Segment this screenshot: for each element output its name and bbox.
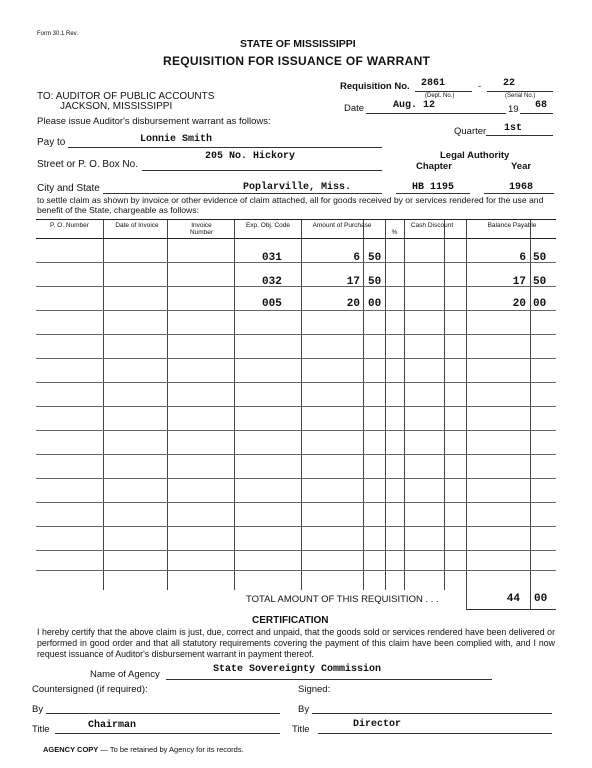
agency-label: Name of Agency	[90, 669, 160, 680]
row-balance-dollars: 17	[512, 276, 526, 288]
row-balance-cents: 50	[533, 276, 547, 288]
state-heading: STATE OF MISSISSIPPI	[240, 38, 356, 50]
pay-to-value: Lonnie Smith	[140, 134, 213, 145]
row-balance-cents: 00	[533, 298, 547, 310]
footer-rest: — To be retained by Agency for its records.	[100, 745, 244, 754]
certification-text: I hereby certify that the above claim is just, due, correct and unpaid, that the goods sold or services rendered have been delivered or performed in good order and that all statutory requirements covering the payment of this claim have been complied with, and I now request issuance of Auditor's disbursement warrant in payment thereof.	[37, 627, 555, 659]
title-label-right: Title	[292, 724, 310, 735]
year-label: Year	[511, 161, 532, 172]
chapter-value: HB 1195	[412, 182, 455, 193]
right-title-value: Director	[353, 719, 402, 730]
header-balance-payable: Balance Payable	[487, 222, 537, 229]
row-amount-dollars: 6	[353, 252, 360, 264]
addressee-line1: TO: AUDITOR OF PUBLIC ACCOUNTS	[37, 91, 215, 102]
signed-label: Signed:	[298, 684, 331, 695]
claims-table	[36, 219, 556, 591]
row-code: 005	[262, 298, 282, 310]
header-date-of-invoice: Date of Invoice	[115, 222, 159, 229]
street-label: Street or P. O. Box No.	[37, 159, 138, 170]
row-code: 031	[262, 252, 282, 264]
authority-year-value: 1968	[509, 182, 534, 193]
header-amount-of-purchase: Amount of Purchase	[312, 222, 372, 229]
requisition-label: Requisition No.	[340, 81, 410, 92]
total-dollars: 44	[506, 593, 520, 605]
quarter-value: 1st	[504, 123, 523, 134]
legal-authority-label: Legal Authority	[440, 150, 510, 161]
settle-text: to settle claim as shown by invoice or other evidence of claim attached, all for goods received by or services rendered for the use and benefit of the State, chargeable as follows:	[37, 195, 544, 215]
addressee-line2: JACKSON, MISSISSIPPI	[60, 101, 173, 112]
row-balance-dollars: 6	[519, 252, 526, 264]
total-cents: 00	[534, 593, 548, 605]
form-number: Form 30.1 Rev.	[37, 31, 78, 37]
city-label: City and State	[37, 183, 100, 194]
certification-title: CERTIFICATION	[252, 615, 329, 626]
footer-note	[43, 745, 244, 754]
countersigned-label: Countersigned (if required):	[32, 684, 148, 695]
row-code: 032	[262, 276, 282, 288]
date-value: Aug. 12	[393, 100, 436, 111]
row-amount-cents: 50	[368, 252, 382, 264]
total-label: TOTAL AMOUNT OF THIS REQUISITION . . .	[246, 594, 439, 605]
instruction-text: Please issue Auditor's disbursement warrant as follows:	[37, 116, 271, 127]
chapter-label: Chapter	[416, 161, 452, 172]
row-amount-cents: 50	[368, 276, 382, 288]
title-label-left: Title	[32, 724, 50, 735]
row-amount-dollars: 17	[346, 276, 360, 288]
header-po-number: P. O. Number	[50, 222, 89, 229]
year-prefix: 19	[508, 104, 519, 115]
left-title-value: Chairman	[88, 720, 137, 731]
city-value: Poplarville, Miss.	[243, 182, 352, 193]
serial-number: 22	[503, 78, 516, 89]
footer-bold: AGENCY COPY	[43, 745, 99, 754]
by-label-left: By	[32, 704, 44, 715]
dept-number: 2861	[421, 78, 446, 89]
dept-no-caption: (Dept. No.)	[425, 93, 455, 99]
header-invoice-number: Invoice Number	[189, 222, 214, 236]
pay-to-label: Pay to	[37, 137, 66, 148]
date-label: Date	[344, 103, 365, 114]
row-balance-dollars: 20	[512, 298, 526, 310]
serial-no-caption: (Serial No.)	[505, 93, 536, 99]
header-cash-discount: Cash Discount	[410, 222, 454, 229]
quarter-label: Quarter	[454, 126, 487, 137]
header-exp-obj-code: Exp. Obj. Code	[245, 222, 291, 229]
agency-value: State Sovereignty Commission	[213, 664, 382, 675]
row-amount-dollars: 20	[346, 298, 360, 310]
by-label-right: By	[298, 704, 310, 715]
year-suffix: 68	[535, 100, 548, 111]
street-value: 205 No. Hickory	[205, 151, 296, 162]
row-amount-cents: 00	[368, 298, 382, 310]
header-percent: %	[391, 229, 398, 236]
form-title: REQUISITION FOR ISSUANCE OF WARRANT	[163, 54, 431, 68]
row-balance-cents: 50	[533, 252, 547, 264]
